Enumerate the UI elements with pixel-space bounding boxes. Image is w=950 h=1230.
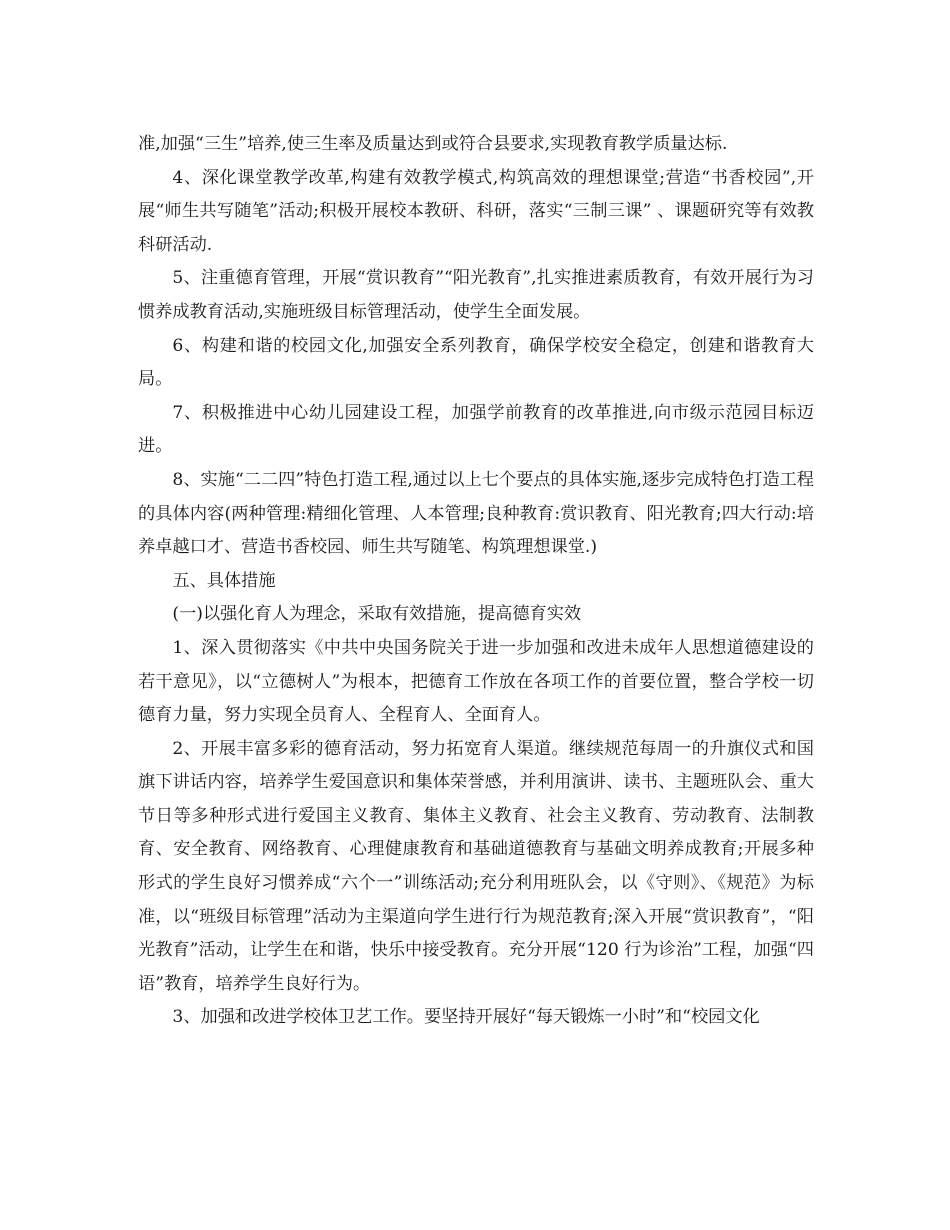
paragraph-item-4: 4、深化课堂教学改革,构建有效教学模式,构筑高效的理想课堂;营造“书香校园”,开展“师生共写随笔”活动;积极开展校本教研、科研，落实“三制三课” 、课题研究等有效教科研活动. [138,167,814,255]
paragraph-continuation: 准,加强“三生”培养,使三生率及质量达到或符合县要求,实现教育教学质量达标. [138,134,728,154]
paragraph-measure-1: 1、深入贯彻落实《中共中央国务院关于进一步加强和改进未成年人思想道德建设的若干意见》，以“立德树人”为根本，把德育工作放在各项工作的首要位置，整合学校一切德育力量，努力实现全员育人、全程育人、全面育人。 [138,637,814,726]
paragraph-item-5: 5、注重德育管理，开展“赏识教育”“阳光教育”,扎实推进素质教育，有效开展行为习惯养成教育活动,实施班级目标管理活动，使学生全面发展。 [138,268,814,322]
subsection-heading-moral-education: (一)以强化育人为理念，采取有效措施，提高德育实效 [172,604,582,625]
paragraph-item-8: 8、实施“二二四”特色打造工程,通过以上七个要点的具体实施,逐步完成特色打造工程的具体内容(两种管理:精细化管理、人本管理;良种教育:赏识教育、阳光教育;四大行动:培养卓越口才、营造书香校园、师生共写随笔、构筑理想课堂.) [138,469,814,558]
paragraph-measure-3: 3、加强和改进学校体卫艺工作。要坚持开展好“每天锻炼一小时”和“校园文化 [172,1007,760,1028]
paragraph-item-6: 6、构建和谐的校园文化,加强安全系列教育，确保学校安全稳定，创建和谐教育大局。 [138,335,814,390]
paragraph-item-7: 7、积极推进中心幼儿园建设工程，加强学前教育的改革推进,向市级示范园目标迈进。 [138,402,814,457]
paragraph-measure-2: 2、开展丰富多彩的德育活动，努力拓宽育人渠道。继续规范每周一的升旗仪式和国旗下讲话内容，培养学生爱国意识和集体荣誉感，并利用演讲、读书、主题班队会、重大节日等多种形式进行爱国主义教育、集体主义教育、社会主义教育、劳动教育、法制教育、安全教育、网络教育、心理健康教育和基础道德教育与基础文明养成教育;开展多种形式的学生良好习惯养成“六个一”训练活动;充分利用班队会，以《守则》、《规范》为标准，以“班级目标管理”活动为主渠道向学生进行行为规范教育;深入开展“赏识教育”，“阳光教育”活动，让学生在和谐，快乐中接受教育。充分开展“120 行为诊治”工程，加强“四语”教育，培养学生良好行为。 [138,738,814,994]
document-body [138,128,814,1035]
section-heading-measures: 五、具体措施 [172,570,276,591]
